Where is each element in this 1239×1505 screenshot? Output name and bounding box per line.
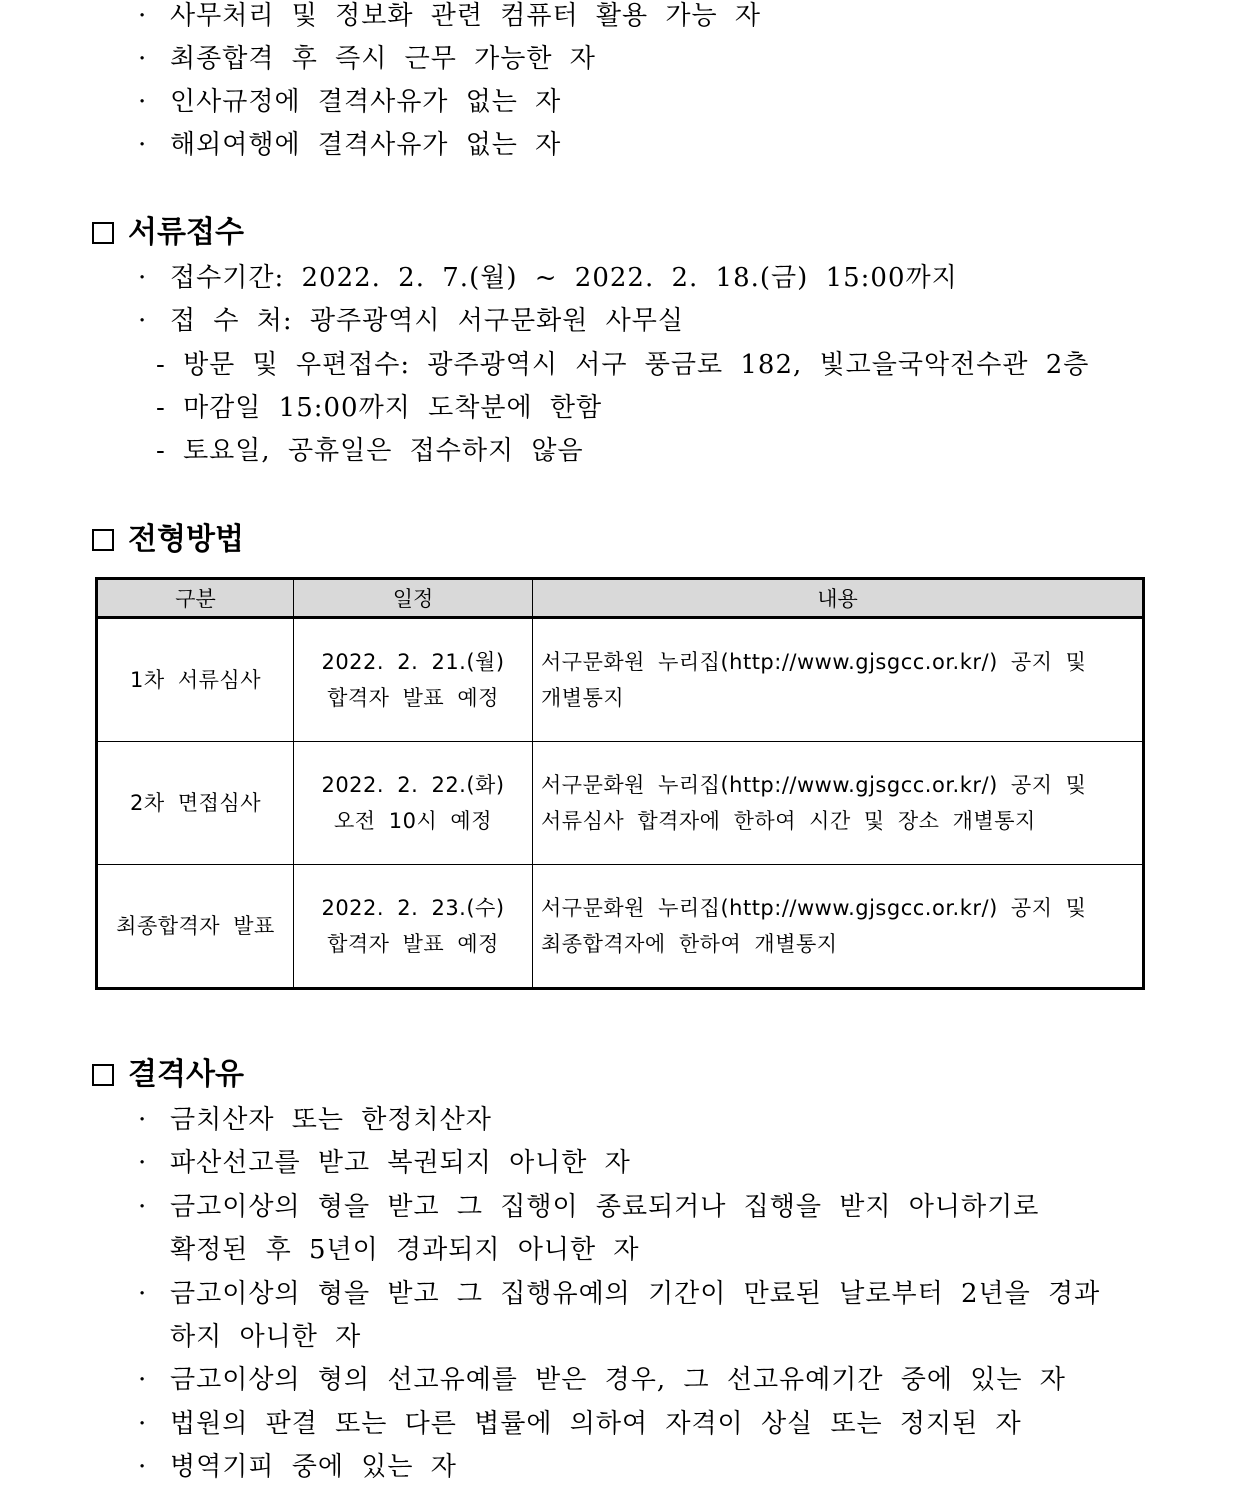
table-row [97, 618, 1144, 742]
content-line: 서류심사 합격자에 한하여 시간 및 장소 개별통지 [541, 809, 1036, 833]
schedule-note: 합격자 발표 예정 [327, 686, 499, 710]
disqualification-text: 확정된 후 5년이 경과되지 아니한 자 [170, 1235, 640, 1265]
submission-place [138, 305, 684, 337]
disqualification-text: 법원의 판결 또는 다른 볍률에 의하여 자격이 상실 또는 정지된 자 [170, 1409, 1022, 1439]
content-line: 서구문화원 누리집(http://www.gjsgcc.or.kr/) 공지 및 [541, 896, 1087, 920]
disqualification-text: 금고이상의 형을 받고 그 집행유예의 기간이 만료된 날로부터 2년을 경과 [170, 1279, 1101, 1309]
bullet: · [138, 1, 148, 31]
checkbox-square-icon [92, 529, 114, 551]
content-line: 개별통지 [541, 686, 625, 710]
bullet: · [138, 1148, 148, 1178]
submission-note [156, 349, 1089, 381]
section-heading-text: 서류접수 [128, 215, 244, 250]
column-header-schedule: 일정 [294, 579, 533, 618]
section-heading-selection [92, 522, 244, 558]
qualification-item [138, 86, 561, 118]
submission-note-text: 방문 및 우편접수: 광주광역시 서구 풍금로 182, 빛고을국악전수관 2층 [183, 350, 1090, 380]
disqualification-text: 병역기피 중에 있는 자 [170, 1452, 457, 1482]
table-header-row [97, 579, 1144, 618]
bullet: · [138, 1105, 148, 1135]
section-heading-text: 전형방법 [128, 522, 244, 557]
schedule-note: 오전 10시 예정 [333, 809, 492, 833]
disqualification-item [138, 1278, 1100, 1310]
schedule-date: 2022. 2. 21.(월) [321, 650, 505, 674]
column-header-content: 내용 [533, 579, 1144, 618]
schedule-date: 2022. 2. 22.(화) [321, 773, 505, 797]
row-category: 최종합격자 발표 [97, 865, 294, 989]
bullet: · [138, 130, 148, 160]
disqualification-text: 금치산자 또는 한정치산자 [170, 1105, 492, 1135]
dash: - [156, 436, 166, 466]
table-row [97, 742, 1144, 865]
row-category: 1차 서류심사 [97, 618, 294, 742]
row-content [533, 742, 1144, 865]
disqualification-item [138, 1147, 631, 1179]
bullet: · [138, 263, 148, 293]
qualification-text: 해외여행에 결격사유가 없는 자 [170, 130, 562, 160]
submission-note [156, 435, 584, 467]
qualification-text: 최종합격 후 즉시 근무 가능한 자 [170, 44, 596, 74]
disqualification-item [138, 1364, 1066, 1396]
dash: - [156, 393, 166, 423]
content-line: 최종합격자에 한하여 개별통지 [541, 932, 838, 956]
qualification-item [138, 43, 596, 75]
disqualification-item [138, 1451, 457, 1483]
submission-place-text: 접 수 처: 광주광역시 서구문화원 사무실 [170, 306, 684, 336]
dash: - [156, 350, 166, 380]
schedule-note: 합격자 발표 예정 [327, 932, 499, 956]
submission-period-text: 접수기간: 2022. 2. 7.(월) ~ 2022. 2. 18.(금) 15:00까지 [170, 263, 958, 293]
disqualification-text: 하지 아니한 자 [170, 1322, 362, 1352]
bullet: · [138, 1409, 148, 1439]
schedule-date: 2022. 2. 23.(수) [321, 896, 505, 920]
checkbox-square-icon [92, 222, 114, 244]
bullet: · [138, 1192, 148, 1222]
bullet: · [138, 44, 148, 74]
selection-table [95, 577, 1145, 990]
disqualification-item [138, 1191, 1039, 1223]
table-row [97, 865, 1144, 989]
disqualification-text: 금고이상의 형을 받고 그 집행이 종료되거나 집행을 받지 아니하기로 [170, 1192, 1040, 1222]
checkbox-square-icon [92, 1064, 114, 1086]
disqualification-item [138, 1408, 1022, 1440]
disqualification-continuation [170, 1234, 640, 1266]
bullet: · [138, 1279, 148, 1309]
section-heading-disqualification [92, 1057, 244, 1093]
row-category: 2차 면접심사 [97, 742, 294, 865]
section-heading-submission [92, 215, 244, 251]
qualification-text: 인사규정에 결격사유가 없는 자 [170, 87, 562, 117]
row-content [533, 618, 1144, 742]
submission-note-text: 토요일, 공휴일은 접수하지 않음 [183, 436, 584, 466]
submission-note-text: 마감일 15:00까지 도착분에 한함 [183, 393, 603, 423]
disqualification-item [138, 1104, 492, 1136]
content-line: 서구문화원 누리집(http://www.gjsgcc.or.kr/) 공지 및 [541, 773, 1087, 797]
bullet: · [138, 1452, 148, 1482]
bullet: · [138, 306, 148, 336]
qualification-text: 사무처리 및 정보화 관련 컴퓨터 활용 가능 자 [170, 1, 761, 31]
row-content [533, 865, 1144, 989]
disqualification-continuation [170, 1321, 361, 1353]
section-heading-text: 결격사유 [128, 1057, 244, 1092]
row-schedule [294, 865, 533, 989]
qualification-item [138, 0, 761, 32]
bullet: · [138, 1365, 148, 1395]
column-header-category: 구분 [97, 579, 294, 618]
row-schedule [294, 742, 533, 865]
submission-period [138, 262, 958, 294]
qualification-item [138, 129, 561, 161]
bullet: · [138, 87, 148, 117]
disqualification-text: 금고이상의 형의 선고유예를 받은 경우, 그 선고유예기간 중에 있는 자 [170, 1365, 1066, 1395]
row-schedule [294, 618, 533, 742]
disqualification-text: 파산선고를 받고 복권되지 아니한 자 [170, 1148, 631, 1178]
submission-note [156, 392, 602, 424]
content-line: 서구문화원 누리집(http://www.gjsgcc.or.kr/) 공지 및 [541, 650, 1087, 674]
